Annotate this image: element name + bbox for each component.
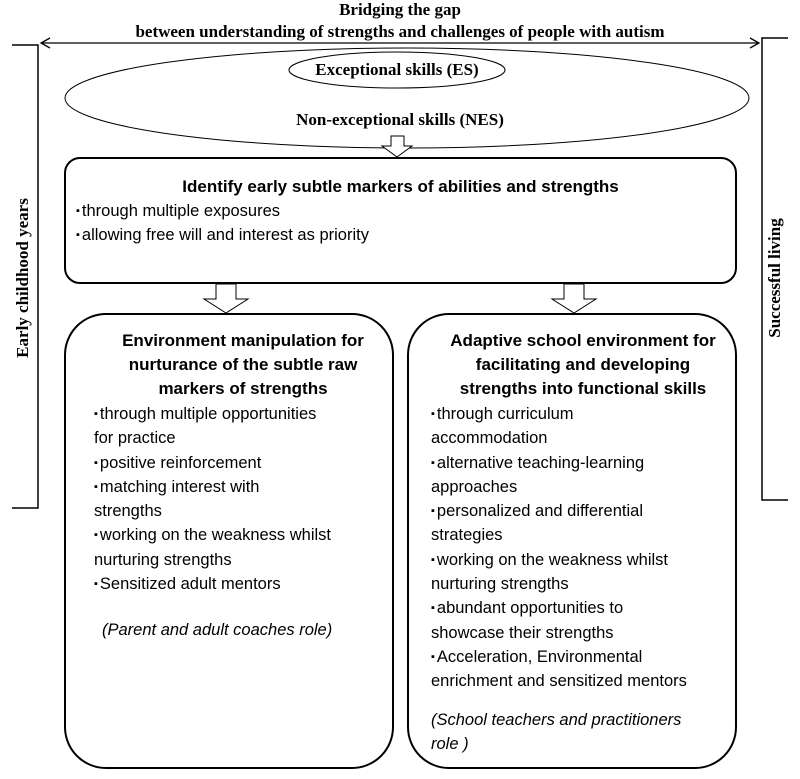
identify-markers-box: [64, 157, 737, 284]
list-item: ▪ abundant opportunities to: [431, 599, 624, 618]
list-item-continuation: approaches: [431, 477, 518, 496]
title-line-2: between understanding of strengths and challenges of people with autism: [135, 22, 665, 41]
identify-markers-list: [76, 199, 725, 248]
list-item: ▪ Sensitized adult mentors: [94, 575, 281, 594]
exceptional-skills-label: Exceptional skills (ES): [315, 60, 479, 79]
list-item-continuation: showcase their strengths: [431, 623, 614, 642]
list-item: ▪ Acceleration, Environmental: [431, 647, 643, 666]
adaptive-school-list: [431, 402, 725, 694]
list-item: ▪ through multiple exposures: [76, 202, 281, 220]
list-item-continuation: for practice: [94, 429, 176, 448]
teacher-role-note: (School teachers and practitioners role ): [431, 710, 682, 753]
list-item-continuation: nurturing strengths: [94, 550, 232, 569]
list-item-continuation: nurturing strengths: [431, 575, 569, 594]
environment-manipulation-list: [94, 402, 382, 596]
list-item: ▪ alternative teaching-learning: [431, 453, 645, 472]
diagram-title: [0, 0, 800, 42]
non-exceptional-skills-label: Non-exceptional skills (NES): [296, 110, 504, 129]
list-item: ▪ matching interest with: [94, 477, 260, 496]
list-item-continuation: enrichment and sensitized mentors: [431, 672, 687, 691]
list-item-continuation: strategies: [431, 526, 503, 545]
list-item: ▪ working on the weakness whilst: [94, 526, 332, 545]
list-item: ▪ positive reinforcement: [94, 453, 262, 472]
list-item: ▪ allowing free will and interest as priority: [76, 226, 369, 245]
identify-markers-title: Identify early subtle markers of abilities and strengths: [182, 177, 619, 196]
early-childhood-label: Early childhood years: [13, 198, 32, 358]
title-line-1: Bridging the gap: [339, 0, 461, 19]
down-arrow-top: [382, 136, 412, 157]
list-item: ▪ personalized and differential: [431, 502, 643, 521]
environment-manipulation-title: Environment manipulation for nurturance of the subtle raw markers of strengths: [122, 331, 364, 398]
down-arrow-left: [204, 284, 248, 313]
successful-living-label: Successful living: [765, 218, 784, 338]
down-arrow-right: [552, 284, 596, 313]
adaptive-school-box: [407, 313, 737, 769]
list-item: ▪ through curriculum: [431, 405, 574, 423]
list-item: ▪ through multiple opportunities: [94, 405, 317, 423]
list-item-continuation: strengths: [94, 502, 162, 521]
list-item-continuation: accommodation: [431, 429, 548, 448]
list-item: ▪ working on the weakness whilst: [431, 550, 669, 569]
adaptive-school-title: Adaptive school environment for facilitating and developing strengths into functional skills: [450, 331, 716, 398]
environment-manipulation-box: [64, 313, 394, 769]
parent-role-note: (Parent and adult coaches role): [102, 621, 333, 640]
